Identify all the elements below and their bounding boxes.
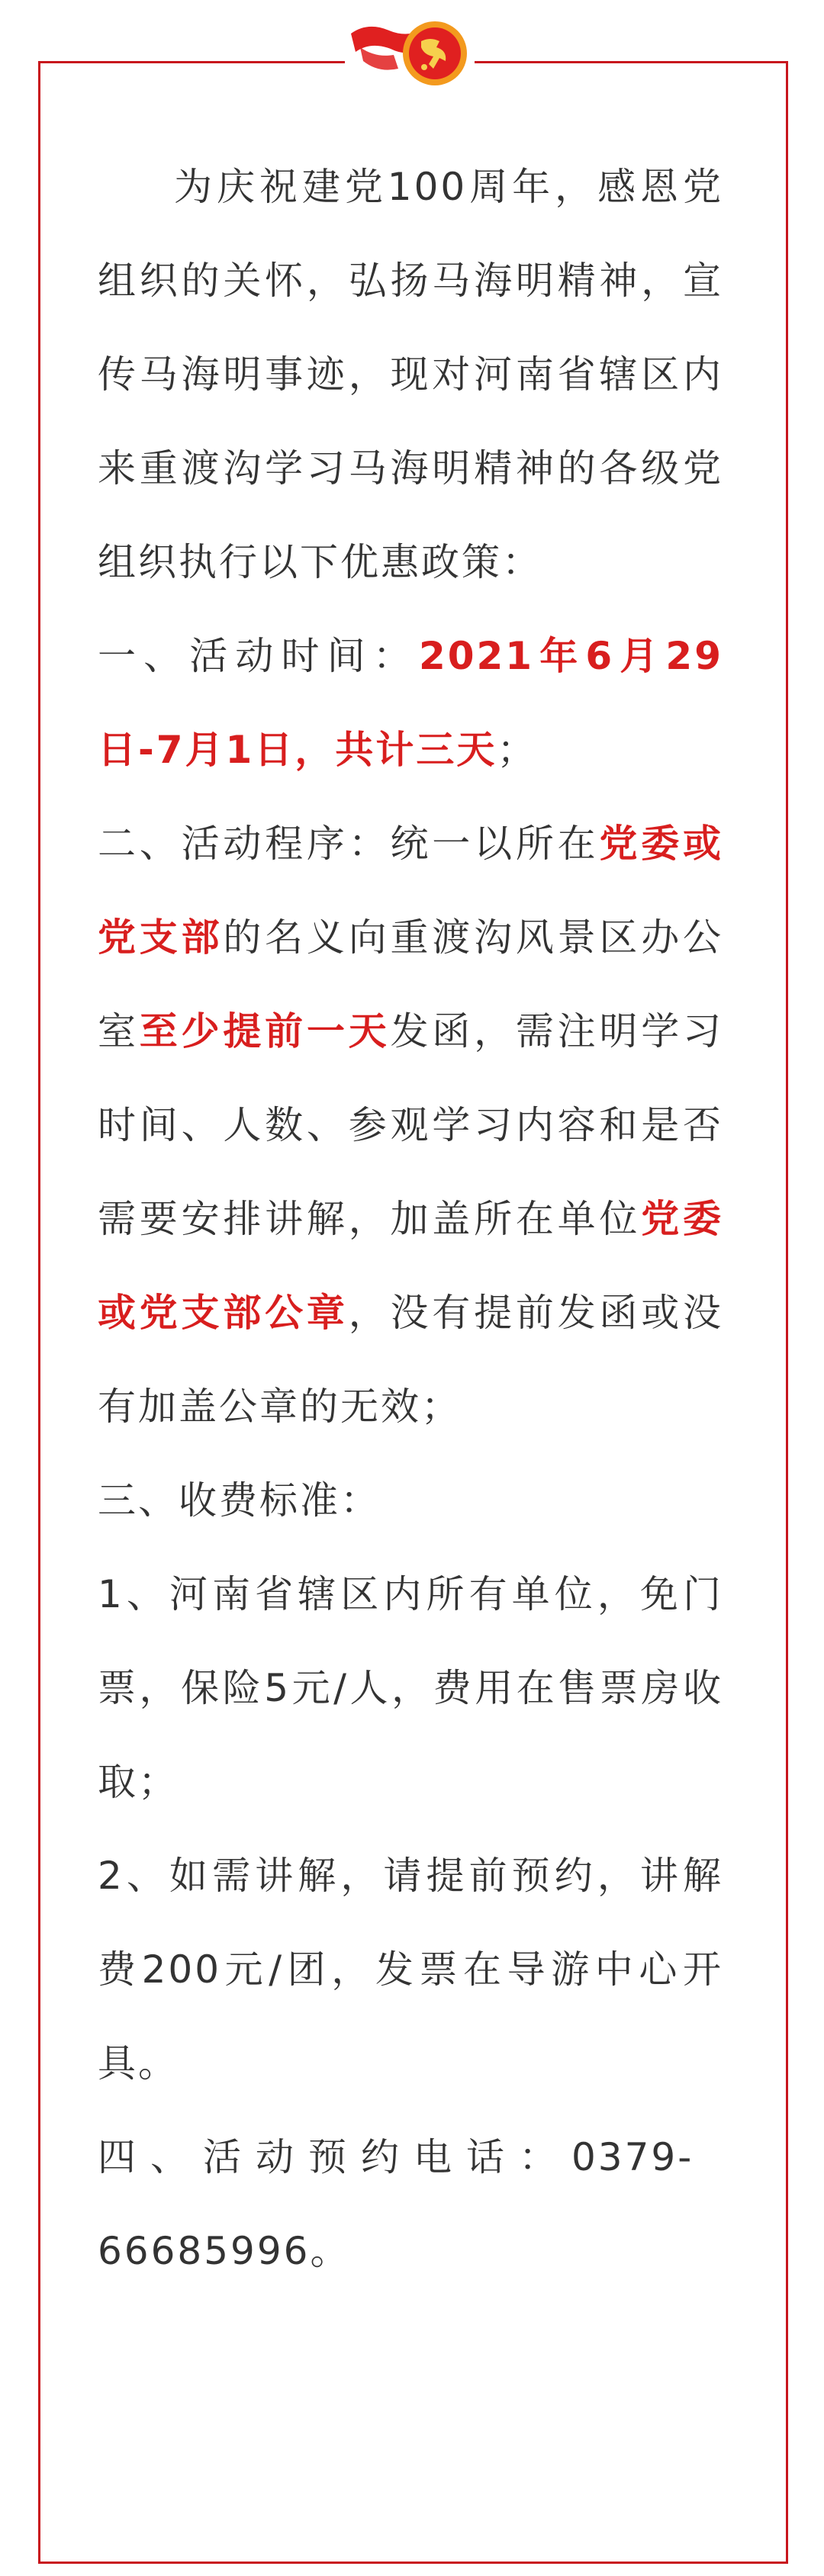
procedure-highlight-party-committee: 党委或党支部: [98, 822, 724, 960]
booking-phone-label: 四、活动预约电话：: [98, 2135, 571, 2179]
fee-standard-heading: 三、收费标准：: [98, 1478, 381, 1523]
procedure-highlight-one-day-ahead: 至少提前一天: [139, 1009, 391, 1053]
fee-item-1: 1、河南省辖区内所有单位，免门票，保险5元/人，费用在售票房收取；: [98, 1572, 723, 1804]
announcement-body: [98, 140, 723, 2298]
activity-time-label: 一、活动时间：: [98, 634, 419, 678]
booking-phone-number-part2: 66685996。: [98, 2229, 351, 2273]
activity-time-end: ；: [497, 728, 538, 772]
procedure-label: 二、活动程序：统一以所在: [98, 822, 600, 866]
fee-item-2: 2、如需讲解，请提前预约，讲解费200元/团，发票在导游中心开具。: [98, 1854, 723, 2086]
procedure-text-1: 的名义向重渡沟风景区办公室: [98, 915, 724, 1053]
procedure-text-end: ，没有提前发函或没有加盖公章的无效；: [98, 1291, 724, 1429]
procedure-highlight-official-seal: 党委或党支部公章: [98, 1197, 724, 1335]
party-emblem-flag-icon: [345, 11, 475, 102]
booking-phone-line: [98, 2111, 723, 2298]
procedure-text-2: 发函，需注明学习时间、人数、参观学习内容和是否需要安排讲解，加盖所在单位: [98, 1009, 724, 1241]
booking-phone-number-part1: 0379-: [571, 2135, 694, 2179]
intro-paragraph: 为庆祝建党100周年，感恩党组织的关怀，弘扬马海明精神，宣传马海明事迹，现对河南省辖区内来重渡沟学习马海明精神的各级党组织执行以下优惠政策：: [98, 165, 723, 584]
activity-time-value: 2021年6月29日-7月1日，共计三天: [98, 634, 724, 772]
activity-time-paragraph: [98, 609, 723, 797]
activity-procedure-paragraph: [98, 797, 723, 1454]
